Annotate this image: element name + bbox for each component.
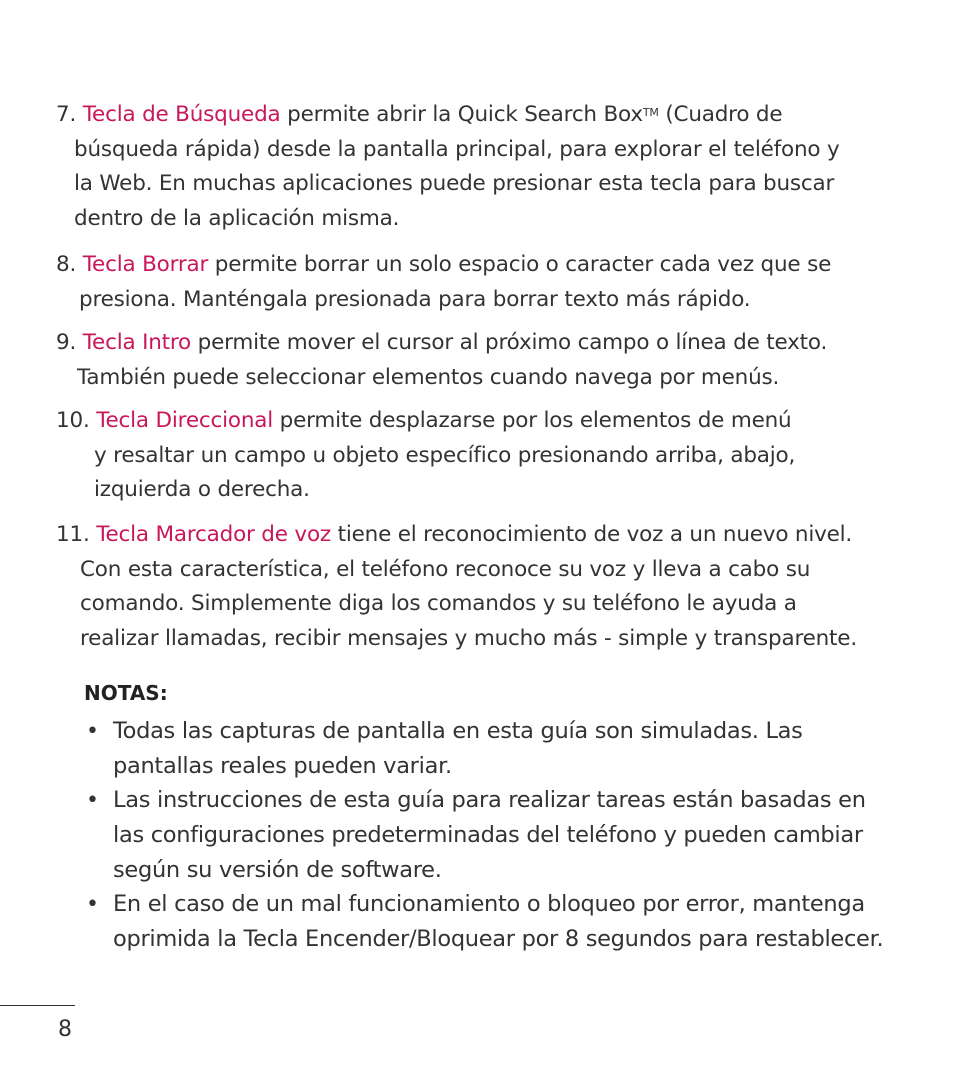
list-item-7 xyxy=(56,98,840,236)
item-text: permite abrir la Quick Search Box xyxy=(280,102,643,127)
item-line: realizar llamadas, recibir mensajes y mucho más - simple y transparente. xyxy=(80,625,857,651)
note-line: según su versión de software. xyxy=(113,857,442,883)
list-item-11 xyxy=(56,518,857,656)
footer-rule xyxy=(0,1005,75,1006)
item-line: Con esta característica, el teléfono reconoce su voz y lleva a cabo su xyxy=(80,556,811,582)
list-item-8 xyxy=(56,248,831,317)
list-item-9 xyxy=(56,326,827,395)
item-number: 11. xyxy=(56,522,90,547)
notes-title: NOTAS: xyxy=(84,681,168,705)
item-line: También puede seleccionar elementos cuando navega por menús. xyxy=(77,364,780,390)
note-line: Todas las capturas de pantalla en esta guía son simuladas. Las xyxy=(113,718,803,744)
item-text: permite desplazarse por los elementos de menú xyxy=(273,408,792,433)
item-line xyxy=(56,404,795,439)
note-line: pantallas reales pueden variar. xyxy=(113,753,452,779)
item-line: comando. Simplemente diga los comandos y su teléfono le ayuda a xyxy=(80,591,797,616)
item-line: búsqueda rápida) desde la pantalla principal, para explorar el teléfono y xyxy=(74,136,840,162)
note-line: En el caso de un mal funcionamiento o bloqueo por error, mantenga xyxy=(113,891,865,917)
item-line xyxy=(56,248,831,283)
note-line: Las instrucciones de esta guía para realizar tareas están basadas en xyxy=(113,787,866,813)
item-line: izquierda o derecha. xyxy=(94,477,310,502)
item-number: 8. xyxy=(56,252,77,277)
page-number: 8 xyxy=(58,1017,72,1042)
key-name: Tecla Marcador de voz xyxy=(96,522,331,547)
list-item-10 xyxy=(56,404,795,508)
key-name: Tecla de Búsqueda xyxy=(82,102,281,127)
item-line xyxy=(56,98,840,133)
key-name: Tecla Direccional xyxy=(96,408,274,433)
note-line: las configuraciones predeterminadas del teléfono y pueden cambiar xyxy=(113,822,863,848)
note-bullet-2 xyxy=(113,783,866,888)
bullet-dot: • xyxy=(86,892,99,917)
key-name: Tecla Intro xyxy=(82,330,191,355)
item-number: 7. xyxy=(56,102,77,127)
item-text: tiene el reconocimiento de voz a un nuevo nivel. xyxy=(330,522,853,547)
item-text: permite borrar un solo espacio o caracter cada vez que se xyxy=(208,252,832,277)
bullet-dot: • xyxy=(86,788,99,813)
item-text: (Cuadro de xyxy=(658,102,783,127)
item-line: la Web. En muchas aplicaciones puede presionar esta tecla para buscar xyxy=(74,171,835,196)
item-line: y resaltar un campo u objeto específico presionando arriba, abajo, xyxy=(94,442,796,468)
note-bullet-1 xyxy=(113,714,803,784)
item-number: 9. xyxy=(56,330,77,355)
note-line: oprimida la Tecla Encender/Bloquear por 8 segundos para restablecer. xyxy=(113,926,884,952)
note-bullet-3 xyxy=(113,887,883,957)
item-line xyxy=(56,326,827,361)
trademark-sup: TM xyxy=(642,106,659,119)
item-number: 10. xyxy=(56,408,90,433)
item-line xyxy=(56,518,857,553)
item-text: permite mover el cursor al próximo campo o línea de texto. xyxy=(191,330,828,355)
item-line: dentro de la aplicación misma. xyxy=(74,205,400,231)
key-name: Tecla Borrar xyxy=(82,252,209,277)
item-line: presiona. Manténgala presionada para borrar texto más rápido. xyxy=(79,286,751,312)
bullet-dot: • xyxy=(86,719,99,744)
